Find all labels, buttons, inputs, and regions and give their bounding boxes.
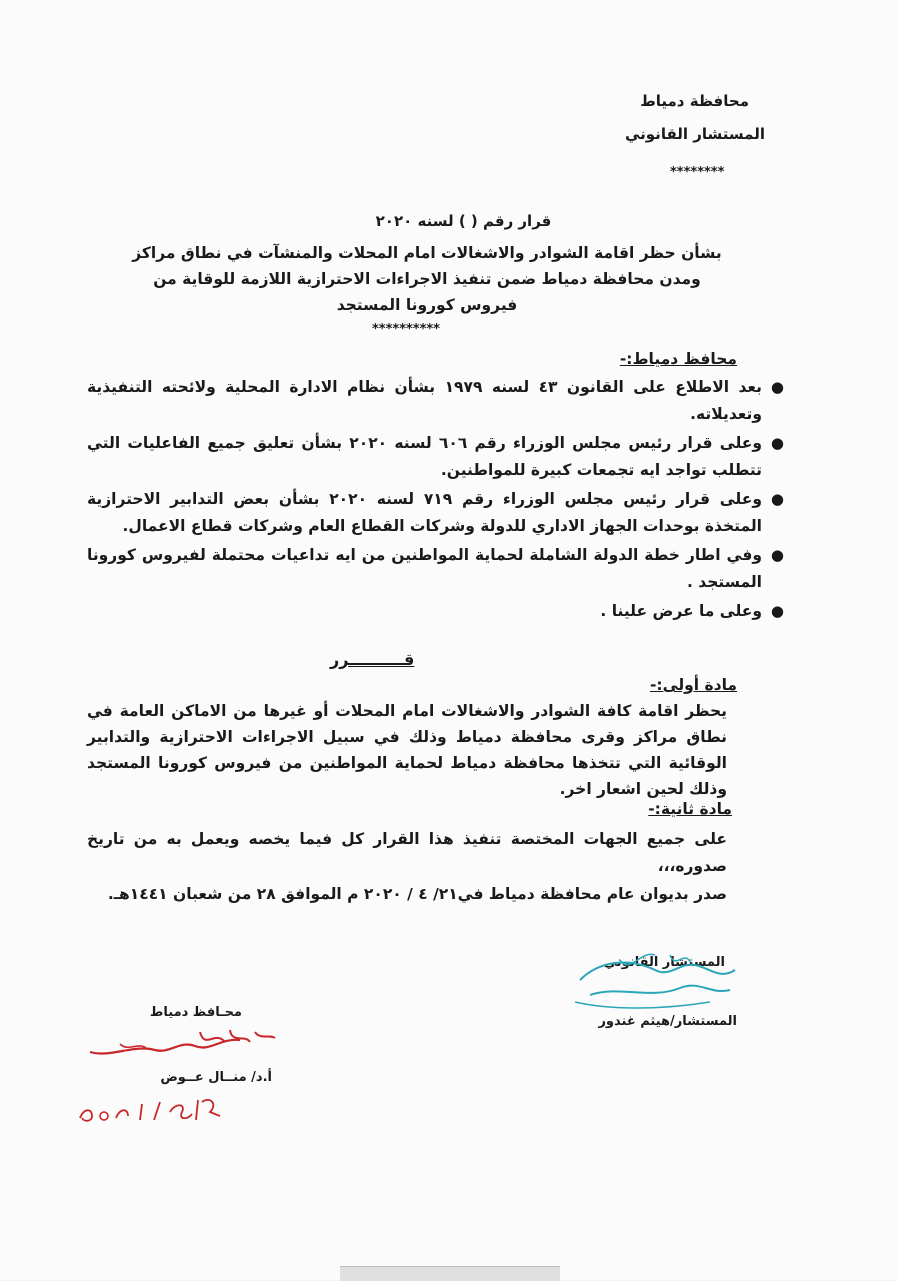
advisor-signature-icon xyxy=(560,940,750,1020)
bullet-icon: ● xyxy=(770,490,784,508)
list-item: ● وفي اطار خطة الدولة الشاملة لحماية المواطنين من ايه تداعيات محتملة لفيروس كورونا المستجد . xyxy=(87,542,762,596)
list-item: ● وعلى قرار رئيس مجلس الوزراء رقم ٦٠٦ لسنه ٢٠٢٠ بشأن تعليق جميع الفاعليات التي تتطلب تواجد ايه تجمعات كبيرة للمواطنين. xyxy=(87,430,762,484)
subject-separator: ********** xyxy=(372,322,440,337)
governor-signature-title: محـافظ دمياط xyxy=(149,1005,242,1020)
handwritten-date-icon xyxy=(70,1090,230,1130)
decree-subject: بشأن حظر اقامة الشوادر والاشغالات امام المحلات والمنشآت في نطاق مراكز ومدن محافظة دمياط ضمن تنفيذ الاجراءات الاحترازية اللازمة للوقاية من فيروس كورونا المستجد xyxy=(132,244,722,314)
list-item: ● وعلى قرار رئيس مجلس الوزراء رقم ٧١٩ لسنه ٢٠٢٠ بشأن بعض التدابير الاحترازية المتخذة بوحدات الجهاز الاداري للدولة وشركات القطاع العام وشركات قطاع الاعمال. xyxy=(87,486,762,540)
governor-signature-icon xyxy=(80,1022,280,1066)
preamble-list xyxy=(87,374,784,627)
bullet-icon: ● xyxy=(770,602,784,620)
preamble-heading: محافظ دمياط:- xyxy=(619,350,737,368)
article-2-body: على جميع الجهات المختصة تنفيذ هذا القرار كل فيما يخصه ويعمل به من تاريخ صدوره،،، xyxy=(87,830,727,875)
list-item: ● وعلى ما عرض علينا . xyxy=(87,598,762,625)
list-item: ● بعد الاطلاع على القانون ٤٣ لسنه ١٩٧٩ بشأن نظام الادارة المحلية ولائحته التنفيذية وتعديلاته. xyxy=(87,374,762,428)
bullet-icon: ● xyxy=(770,546,784,564)
decree-title: قرار رقم ( ) لسنه ٢٠٢٠ xyxy=(375,212,552,230)
article-2-heading: مادة ثانية:- xyxy=(648,800,732,818)
header-separator: ******** xyxy=(670,165,725,180)
article-1-heading: مادة أولى:- xyxy=(650,676,737,694)
issue-date-line: صدر بديوان عام محافظة دمياط في٢١/ ٤ / ٢٠٢٠ م الموافق ٢٨ من شعبان ١٤٤١هـ. xyxy=(107,885,727,903)
header-governorate: محافظة دمياط xyxy=(640,92,749,110)
scan-artifact-strip xyxy=(340,1266,560,1281)
bullet-icon: ● xyxy=(770,378,784,396)
decided-heading: قــــــــــرر xyxy=(330,650,415,669)
article-1-body: يحظر اقامة كافة الشوادر والاشغالات امام المحلات أو غيرها من الاماكن العامة في نطاق مراكز وقرى محافظة دمياط وذلك في سبيل الاجراءات الاحترازية والتدابير الوقائية التي تتخذها محافظة دمياط لحماية المواطنين من فيروس كورونا المستجد وذلك لحين اشعار اخر. xyxy=(87,702,727,798)
advisor-signature-name: المستشار/هيثم غندور xyxy=(598,1014,737,1029)
bullet-icon: ● xyxy=(770,434,784,452)
governor-signature-name: أ.د/ منــال عــوض xyxy=(160,1070,272,1085)
advisor-signature-title: المستشار القانوني xyxy=(603,955,725,970)
header-legal-advisor: المستشار القانوني xyxy=(624,125,765,143)
